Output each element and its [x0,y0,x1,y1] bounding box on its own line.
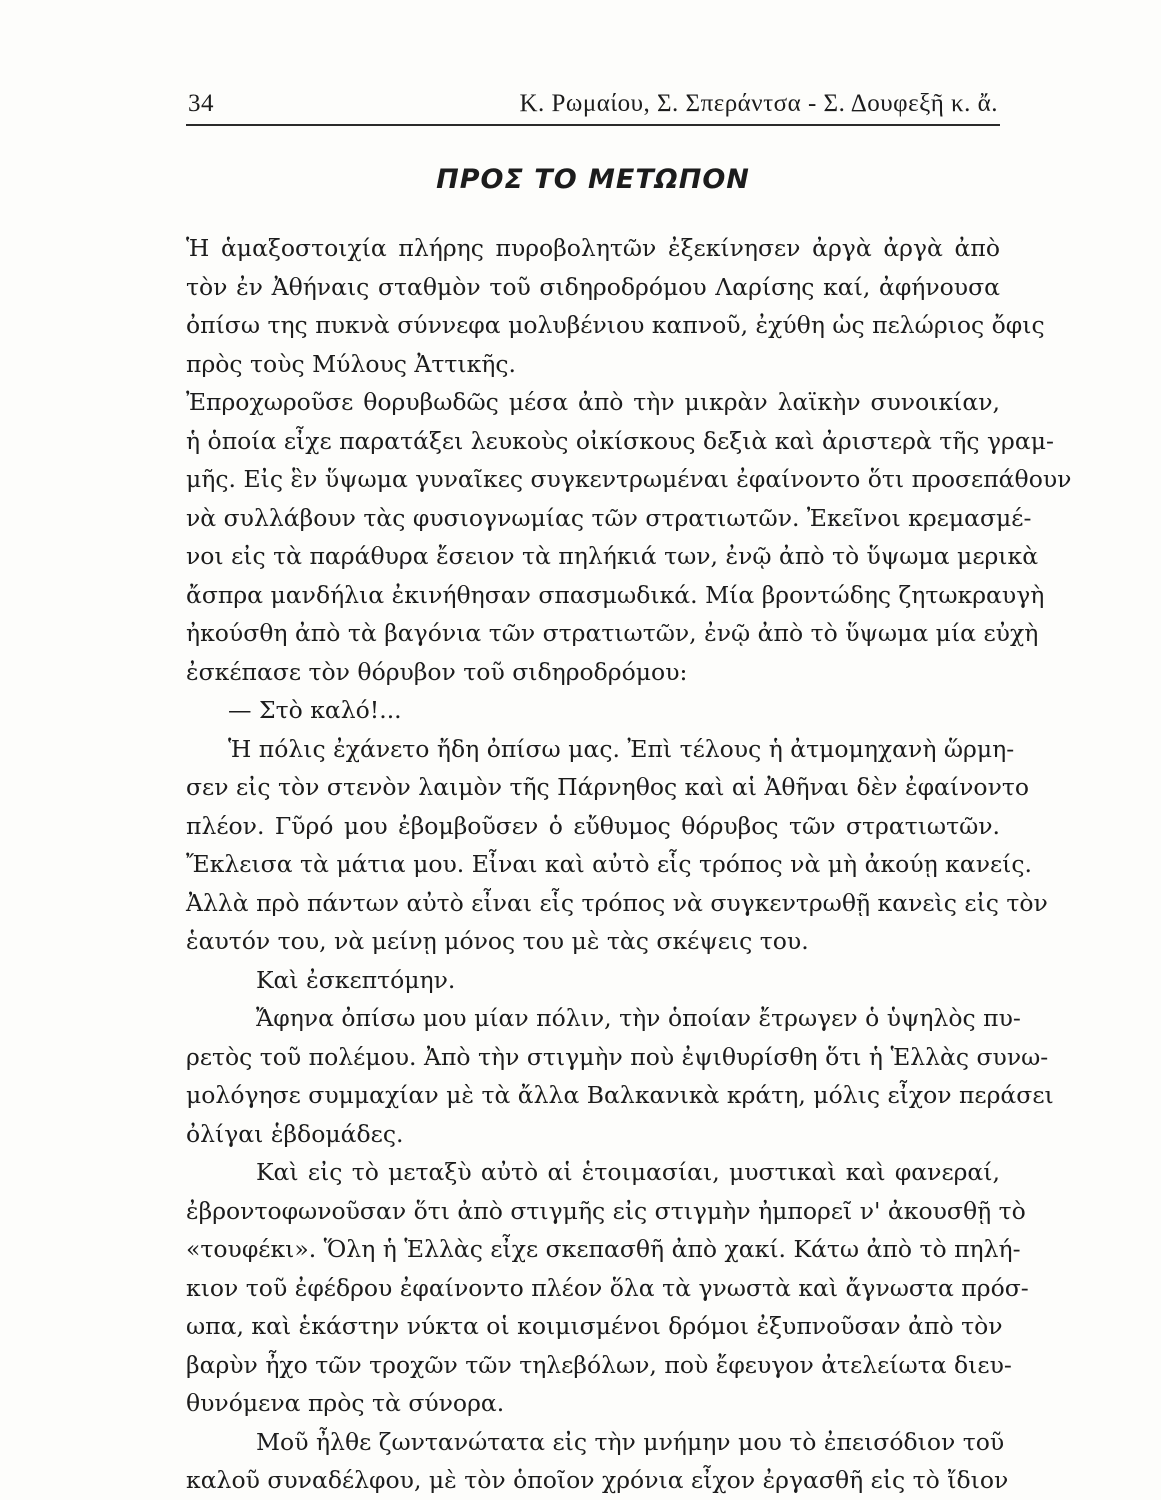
text-line: Ἀλλὰ πρὸ πάντων αὐτὸ εἶναι εἷς τρόπος νὰ συγκεντρωθῇ κανεὶς εἰς τὸν [186,888,1048,917]
text-line: νοι εἰς τὰ παράθυρα ἔσειον τὰ πηλήκιά των, ἐνῷ ἀπὸ τὸ ὕψωμα μερικὰ [186,542,1039,570]
text-line: ωπα, καὶ ἑκάστην νύκτα οἱ κοιμισμένοι δρόμοι ἐξυπνοῦσαν ἀπὸ τὸν [186,1312,1003,1340]
text-line: ὀπίσω της πυκνὰ σύννεφα μολυβένιου καπνοῦ, ἐχύθη ὡς πελώριος ὄφις [186,311,1045,339]
text-line: ρετὸς τοῦ πολέμου. Ἀπὸ τὴν στιγμὴν ποὺ ἐψιθυρίσθη ὅτι ἡ Ἑλλὰς συνω- [186,1042,1049,1071]
text-line: Ἐπροχωροῦσε θορυβωδῶς μέσα ἀπὸ τὴν μικρὰν λαϊκὴν συνοικίαν, [186,388,1000,416]
text-line: Ἡ ἁμαξοστοιχία πλήρης πυροβολητῶν ἐξεκίνησεν ἀργὰ ἀργὰ ἀπὸ [186,234,1000,262]
text-line: ἑαυτόν του, νὰ μείνῃ μόνος του μὲ τὰς σκέψεις του. [186,927,809,955]
text-line: ἡ ὁποία εἶχε παρατάξει λευκοὺς οἰκίσκους δεξιὰ καὶ ἀριστερὰ τῆς γραμ- [186,426,1054,455]
text-line: Μοῦ ἦλθε ζωντανώτατα εἰς τὴν μνήμην μου τὸ ἐπεισόδιον τοῦ [256,1427,1005,1456]
text-line: πρὸς τοὺς Μύλους Ἀττικῆς. [186,349,516,378]
text-line: ἐσκέπασε τὸν θόρυβον τοῦ σιδηροδρόμου: [186,657,688,686]
text-line: Καὶ εἰς τὸ μεταξὺ αὐτὸ αἱ ἑτοιμασίαι, μυστικαὶ καὶ φανεραί, [256,1158,1000,1186]
text-line: καλοῦ συναδέλφου, μὲ τὸν ὁποῖον χρόνια εἶχον ἐργασθῆ εἰς τὸ ἴδιον [186,1466,1009,1494]
text-line: Ἡ πόλις ἐχάνετο ἤδη ὀπίσω μας. Ἐπὶ τέλους ἡ ἀτμομηχανὴ ὥρμη- [228,734,1015,763]
header-rule [186,124,1000,126]
text-line: «τουφέκι». Ὅλη ἡ Ἑλλὰς εἶχε σκεπασθῆ ἀπὸ χακί. Κάτω ἀπὸ τὸ πηλή- [186,1235,1021,1263]
text-line: Ἔκλεισα τὰ μάτια μου. Εἶναι καὶ αὐτὸ εἷς τρόπος νὰ μὴ ἀκούῃ κανείς. [186,850,1033,878]
text-line: ὀλίγαι ἑβδομάδες. [186,1119,404,1148]
text-line: νὰ συλλάβουν τὰς φυσιογνωμίας τῶν στρατιωτῶν. Ἐκεῖνοι κρεμασμέ- [186,503,1032,532]
running-title: Κ. Ρωμαίου, Σ. Σπεράντσα - Σ. Δουφεξῆ κ. ἄ. [519,90,998,117]
chapter-title: ΠΡΟΣ ΤΟ ΜΕΤΩΠΟΝ [436,164,750,195]
text-line: Καὶ ἐσκεπτόμην. [256,965,456,994]
text-line: ἐβροντοφωνοῦσαν ὅτι ἀπὸ στιγμῆς εἰς στιγμὴν ἠμπορεῖ ν' ἀκουσθῇ τὸ [186,1196,1026,1225]
text-line: μολόγησε συμμαχίαν μὲ τὰ ἄλλα Βαλκανικὰ κράτη, μόλις εἶχον περάσει [186,1081,1054,1109]
text-line: Ἄφηνα ὀπίσω μου μίαν πόλιν, τὴν ὁποίαν ἔτρωγεν ὁ ὑψηλὸς πυ- [256,1004,1021,1032]
text-line: ἠκούσθη ἀπὸ τὰ βαγόνια τῶν στρατιωτῶν, ἐνῷ ἀπὸ τὸ ὕψωμα μία εὐχὴ [186,619,1039,647]
text-line: μῆς. Εἰς ἓν ὕψωμα γυναῖκες συγκεντρωμέναι ἐφαίνοντο ὅτι προσεπάθουν [186,465,1072,493]
running-head [186,86,1000,120]
text-line: ἄσπρα μανδήλια ἐκινήθησαν σπασμωδικά. Μία βροντώδης ζητωκραυγὴ [186,580,1045,609]
text-line: σεν εἰς τὸν στενὸν λαιμὸν τῆς Πάρνηθος καὶ αἱ Ἀθῆναι δὲν ἐφαίνοντο [186,773,1030,801]
text-line: κιον τοῦ ἐφέδρου ἐφαίνοντο πλέον ὅλα τὰ γνωστὰ καὶ ἄγνωστα πρόσ- [186,1273,1029,1302]
body-text [186,229,1072,1500]
text-line: πλέον. Γῦρό μου ἐβομβοῦσεν ὁ εὔθυμος θόρυβος τῶν στρατιωτῶν. [186,811,1000,840]
text-line: τὸν ἐν Ἀθήναις σταθμὸν τοῦ σιδηροδρόμου Λαρίσης καί, ἀφήνουσα [186,272,1000,301]
text-line: βαρὺν ἦχο τῶν τροχῶν τῶν τηλεβόλων, ποὺ ἔφευγον ἀτελείωτα διευ- [186,1350,1012,1379]
page-number: 34 [188,90,214,117]
text-line: θυνόμενα πρὸς τὰ σύνορα. [186,1389,505,1417]
dialogue-line: — Στὸ καλό!... [228,696,402,724]
